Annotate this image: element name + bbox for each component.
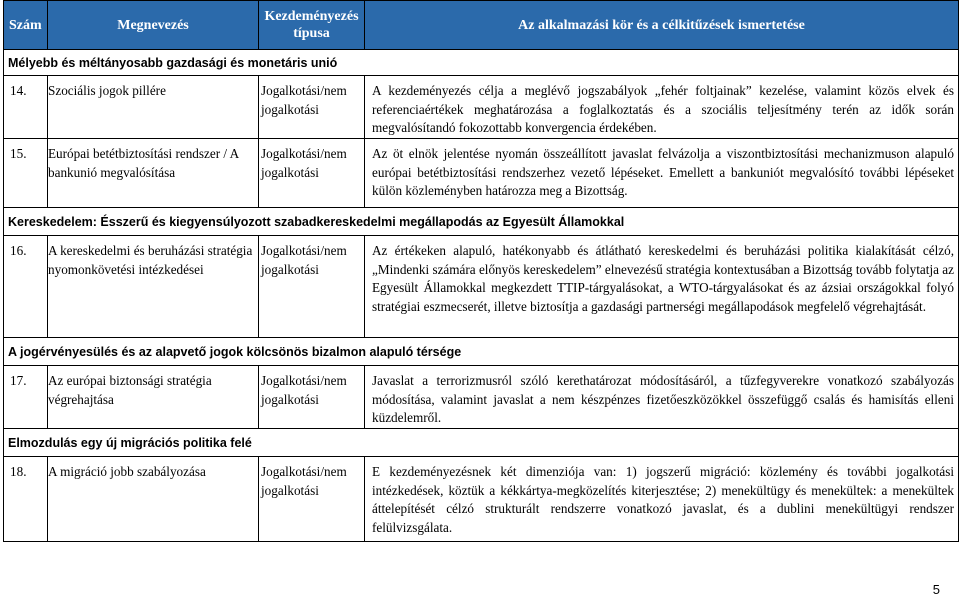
section-heading-row	[4, 429, 959, 457]
header-type: Kezdeményezés típusa	[259, 1, 365, 50]
row-description: A kezdeményezés célja a meglévő jogszabályok „fehér foltjainak” kezelése, valamint közös elvek és referenciaértékek meghatározása a foglalkoztatás és a szociális teljesítmény terén az idők során megvalósítandó fokozottabb konvergencia érdekében.	[365, 76, 959, 139]
page-number: 5	[932, 582, 940, 597]
row-name: A kereskedelmi és beruházási stratégia nyomonkövetési intézkedései	[48, 236, 259, 338]
row-type: Jogalkotási/nem jogalkotási	[259, 236, 365, 338]
row-type: Jogalkotási/nem jogalkotási	[259, 139, 365, 208]
row-description: Az öt elnök jelentése nyomán összeállított javaslat felvázolja a viszontbiztosítási mechanizmuson alapuló európai betétbiztosítási rendszerhez vezető lépéseket. Emellett a bankuniót megvalósító további lépéseket külön közleményben határozza meg a Bizottság.	[365, 139, 959, 208]
table-header-row	[4, 1, 959, 50]
section-title: Elmozdulás egy új migrációs politika felé	[4, 429, 959, 457]
row-type: Jogalkotási/nem jogalkotási	[259, 366, 365, 429]
section-title: Mélyebb és méltányosabb gazdasági és monetáris unió	[4, 50, 959, 76]
table-row	[4, 236, 959, 338]
initiatives-table	[3, 0, 959, 542]
section-heading-row	[4, 208, 959, 236]
table-row	[4, 76, 959, 139]
row-description: Javaslat a terrorizmusról szóló kerethatározat módosításáról, a tűzfegyverekre vonatkozó szabályozás módosítása, valamint javaslat a nem készpénzes fizetőeszközökkel összefüggő csalás és hamisítás elleni küzdelemről.	[365, 366, 959, 429]
row-description: Az értékeken alapuló, hatékonyabb és átlátható kereskedelmi és beruházási politika kialakítását célzó, „Mindenki számára előnyös kereskedelem” elnevezésű stratégia kontextusában a Bizottság tovább folytatja az Egyesült Államokkal megkezdett TTIP-tárgyalásokat, a WTO-tárgyalásokat és az ázsiai országokkal folyó stratégiai eszmecserét, illetve biztosítja a gazdasági partnerségi megállapodások megfelelő végrehajtását.	[365, 236, 959, 338]
section-title: A jogérvényesülés és az alapvető jogok kölcsönös bizalmon alapuló térsége	[4, 338, 959, 366]
row-number: 18.	[4, 457, 48, 542]
row-description: E kezdeményezésnek két dimenziója van: 1) jogszerű migráció: közlemény és további jogalkotási intézkedések, köztük a kékkártya-megközelítés kiterjesztése; 2) menekültügy és menekültek: a menekültek áttelepítését célzó strukturált rendszerre vonatkozó javaslat, és a dublini menekültügyi rendszer felülvizsgálata.	[365, 457, 959, 542]
row-number: 15.	[4, 139, 48, 208]
row-number: 16.	[4, 236, 48, 338]
section-title: Kereskedelem: Ésszerű és kiegyensúlyozott szabadkereskedelmi megállapodás az Egyesült Államokkal	[4, 208, 959, 236]
row-type: Jogalkotási/nem jogalkotási	[259, 76, 365, 139]
row-name: Európai betétbiztosítási rendszer / A bankunió megvalósítása	[48, 139, 259, 208]
row-number: 17.	[4, 366, 48, 429]
row-name: A migráció jobb szabályozása	[48, 457, 259, 542]
table-row	[4, 139, 959, 208]
section-heading-row	[4, 338, 959, 366]
row-type: Jogalkotási/nem jogalkotási	[259, 457, 365, 542]
row-number: 14.	[4, 76, 48, 139]
section-heading-row	[4, 50, 959, 76]
table-row	[4, 457, 959, 542]
table-row	[4, 366, 959, 429]
header-number: Szám	[4, 1, 48, 50]
row-name: Szociális jogok pillére	[48, 76, 259, 139]
header-description: Az alkalmazási kör és a célkitűzések ismertetése	[365, 1, 959, 50]
row-name: Az európai biztonsági stratégia végrehajtása	[48, 366, 259, 429]
header-name: Megnevezés	[48, 1, 259, 50]
